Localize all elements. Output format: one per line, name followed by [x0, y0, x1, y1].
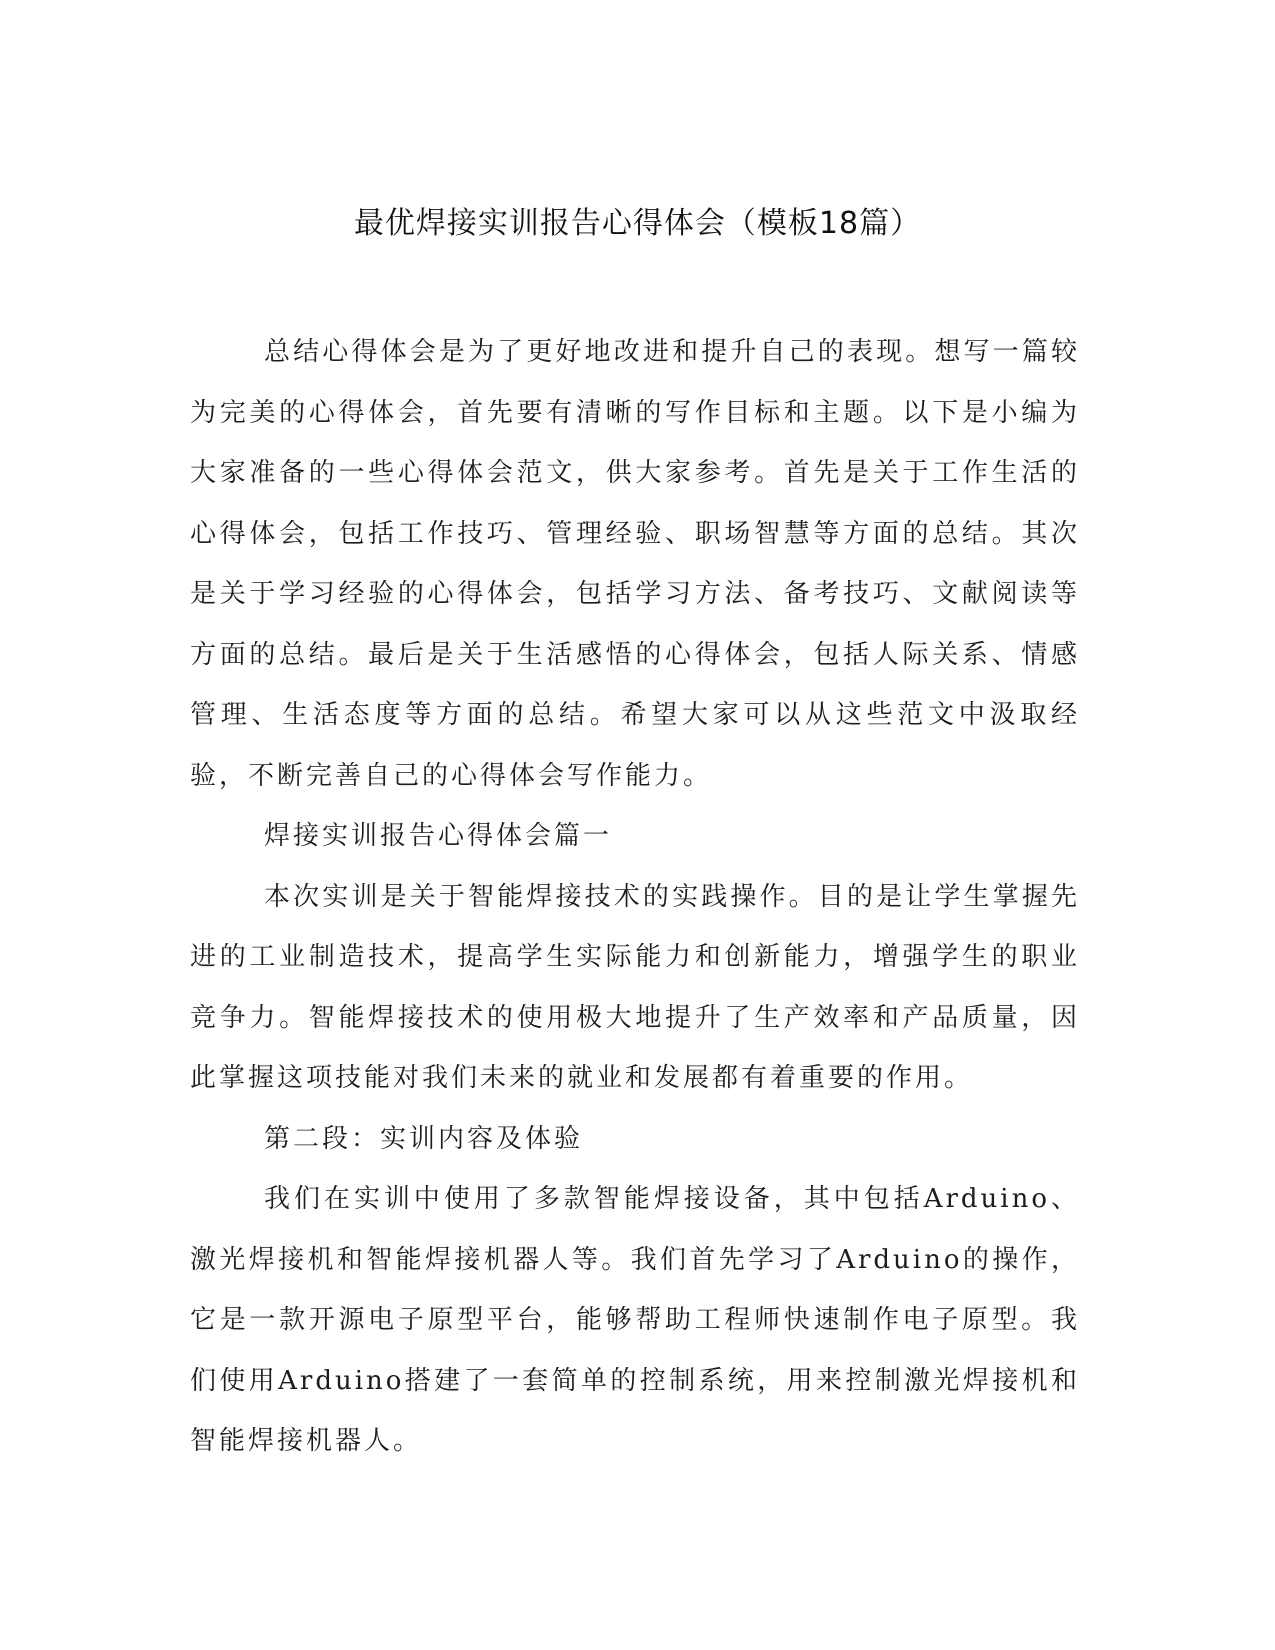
body-paragraph: 我们在实训中使用了多款智能焊接设备，其中包括Arduino、激光焊接机和智能焊接机器人等。我们首先学习了Arduino的操作，它是一款开源电子原型平台，能够帮助工程师快速制作电子原型。我们使用Arduino搭建了一套简单的控制系统，用来控制激光焊接机和智能焊接机器人。: [190, 1184, 1080, 1456]
document-title: 最优焊接实训报告心得体会（模板18篇）: [353, 206, 922, 241]
section-heading-part-one: 焊接实训报告心得体会篇一: [264, 821, 613, 851]
document-body: [190, 322, 1080, 1472]
intro-paragraph: 总结心得体会是为了更好地改进和提升自己的表现。想写一篇较为完美的心得体会，首先要有清晰的写作目标和主题。以下是小编为大家准备的一些心得体会范文，供大家参考。首先是关于工作生活的心得体会，包括工作技巧、管理经验、职场智慧等方面的总结。其次是关于学习经验的心得体会，包括学习方法、备考技巧、文献阅读等方面的总结。最后是关于生活感悟的心得体会，包括人际关系、情感管理、生活态度等方面的总结。希望大家可以从这些范文中汲取经验，不断完善自己的心得体会写作能力。: [190, 337, 1080, 791]
section-heading-second-paragraph: 第二段：实训内容及体验: [264, 1123, 584, 1154]
body-paragraph: 本次实训是关于智能焊接技术的实践操作。目的是让学生掌握先进的工业制造技术，提高学生实际能力和创新能力，增强学生的职业竞争力。智能焊接技术的使用极大地提升了生产效率和产品质量，因此掌握这项技能对我们未来的就业和发展都有着重要的作用。: [190, 881, 1080, 1093]
